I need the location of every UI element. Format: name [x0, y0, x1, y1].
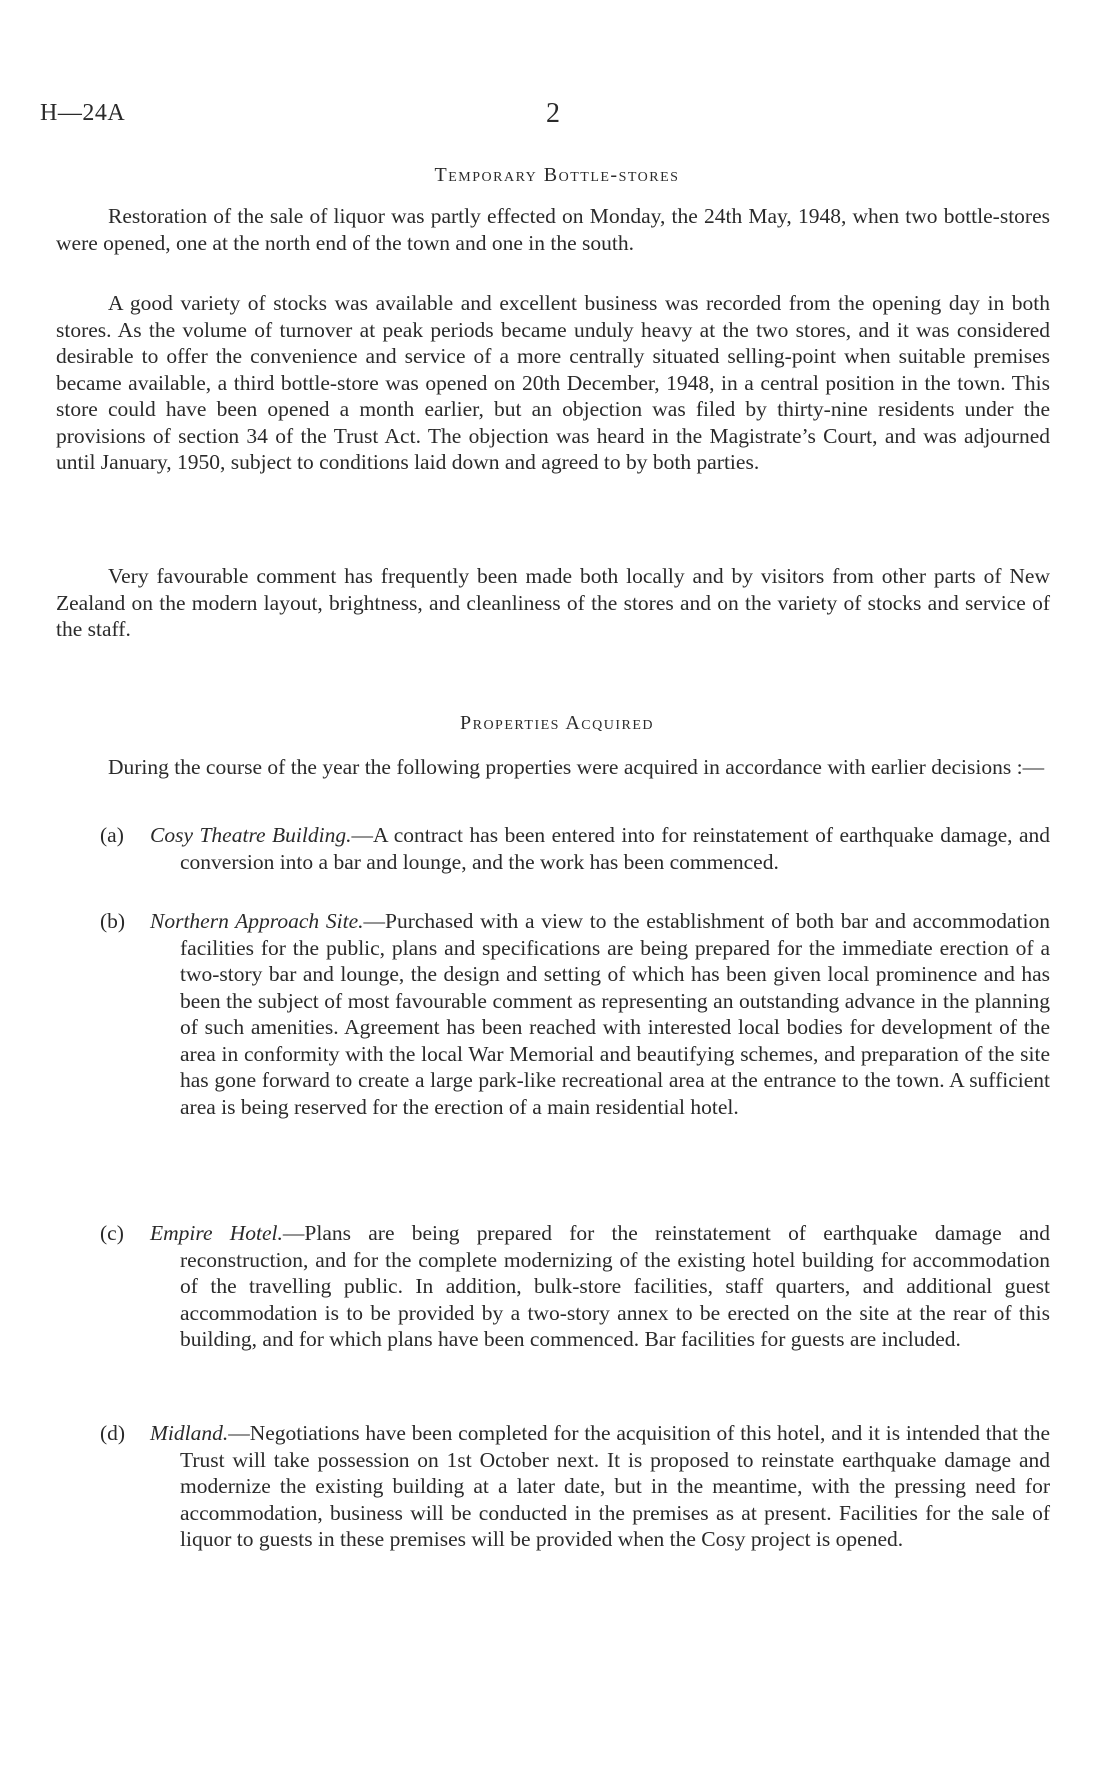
- list-item: [100, 1420, 1050, 1553]
- list-item-body: [150, 1220, 1050, 1353]
- list-item: [100, 908, 1050, 1120]
- list-item: [100, 1220, 1050, 1353]
- list-item-text: —Negotiations have been completed for the acquisition of this hotel, and it is intended that the Trust will take possession on 1st October next. It is proposed to reinstate earthquake damage and modernize the existing building at a later date, but in the meantime, with the pressing need for accommodation, business will be conducted in the premises as at present. Facilities for the sale of liquor to guests in these premises will be provided when the Cosy project is opened.: [180, 1421, 1050, 1551]
- list-item-title: Cosy Theatre Building.: [150, 823, 352, 847]
- paragraph: Restoration of the sale of liquor was partly effected on Monday, the 24th May, 1948, when two bottle-stores were opened, one at the north end of the town and one in the south.: [56, 204, 1050, 255]
- list-item-title: Northern Approach Site.: [150, 909, 364, 933]
- paragraph: Very favourable comment has frequently been made both locally and by visitors from other parts of New Zealand on the modern layout, brightness, and cleanliness of the stores and on the variety of stocks and service of the staff.: [56, 564, 1050, 641]
- list-item-text: —A contract has been entered into for reinstatement of earthquake damage, and conversion into a bar and lounge, and the work has been commenced.: [180, 823, 1050, 874]
- paragraph-intro: During the course of the year the following properties were acquired in accordance with earlier decisions :—: [108, 755, 1045, 779]
- list-item-title: Empire Hotel.: [150, 1221, 283, 1245]
- list-item-label: (b): [100, 909, 126, 933]
- list-item-text: —Plans are being prepared for the reinstatement of earthquake damage and reconstruction, and for the complete modernizing of the existing hotel building for accommodation of the travelling public. In addition, bulk-store facilities, staff quarters, and additional guest accommodation is to be provided by a two-story annex to be erected on the site at the rear of this building, and for which plans have been commenced. Bar facilities for guests are included.: [180, 1221, 1050, 1351]
- list-item-title: Midland.: [150, 1421, 229, 1445]
- list-item-label: (a): [100, 823, 124, 847]
- paragraph: A good variety of stocks was available and excellent business was recorded from the opening day in both stores. As the volume of turnover at peak periods became unduly heavy at the two stores, and it was considered desirable to offer the convenience and service of a more centrally situated selling-point when suitable premises became available, a third bottle-store was opened on 20th December, 1948, in a central position in the town. This store could have been opened a month earlier, but an objection was filed by thirty-nine residents under the provisions of section 34 of the Trust Act. The objection was heard in the Magistrate’s Court, and was adjourned until January, 1950, subject to conditions laid down and agreed to by both parties.: [56, 291, 1050, 474]
- list-item: [100, 822, 1050, 875]
- list-item-body: [150, 1420, 1050, 1553]
- list-item-body: [150, 908, 1050, 1120]
- section-heading-bottle-stores: Temporary Bottle-stores: [434, 164, 680, 186]
- list-item-label: (c): [100, 1221, 124, 1245]
- list-item-text: —Purchased with a view to the establishment of both bar and accommodation facilities for the public, plans and specifications are being prepared for the immediate erection of a two-story bar and lounge, the design and setting of which has been given local prominence and has been the subject of most favourable comment as representing an outstanding advance in the planning of such amenities. Agreement has been reached with interested local bodies for development of the area in conformity with the local War Memorial and beautifying schemes, and preparation of the site has gone forward to create a large park-like recreational area at the entrance to the town. A sufficient area is being reserved for the erection of a main residential hotel.: [180, 909, 1050, 1119]
- page-number: 2: [546, 98, 560, 129]
- list-item-label: (d): [100, 1421, 126, 1445]
- section-heading-properties-acquired: Properties Acquired: [459, 712, 655, 734]
- document-reference: H—24A: [40, 100, 126, 126]
- list-item-body: [150, 822, 1050, 875]
